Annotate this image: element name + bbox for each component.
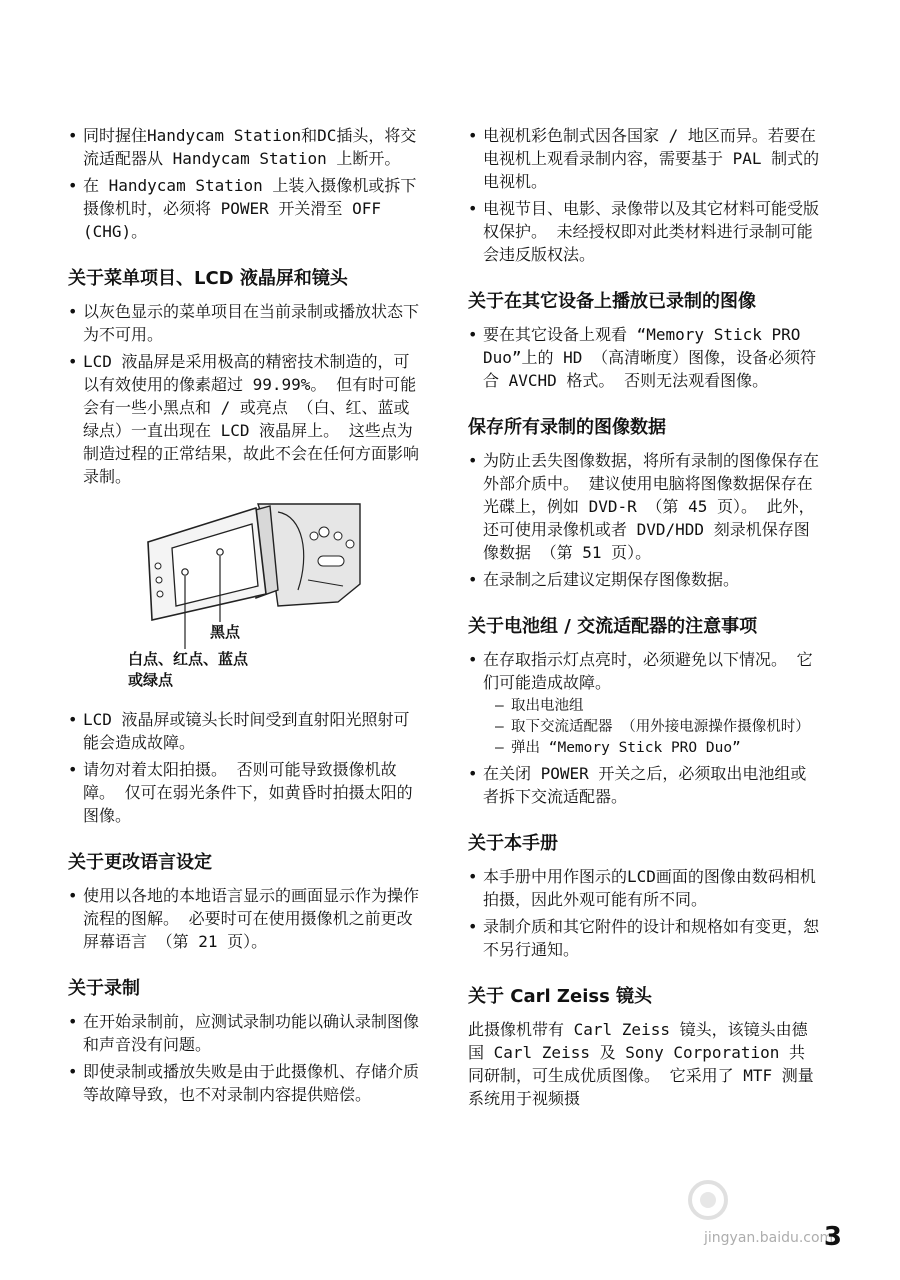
figure-label-bright-dots: 白点、红点、蓝点 [128,650,249,668]
list-item: • 即使录制或播放失败是由于此摄像机、存储介质等故障导致，也不对录制内容提供赔偿。 [68,1060,420,1106]
list-item: • 使用以各地的本地语言显示的画面显示作为操作流程的图解。 必要时可在使用摄像机之前更改屏幕语言 （第 21 页）。 [68,884,420,953]
figure-label-bright-dots-cont: 或绿点 [128,671,174,689]
black-dot-marker [217,549,223,555]
list-item: • 电视机彩色制式因各国家 / 地区而异。若要在电视机上观看录制内容，需要基于 PAL 制式的电视机。 [468,124,820,193]
page-number: 3 [823,1222,842,1252]
section-heading-recording: 关于录制 [68,978,140,999]
sub-list-item: – 取出电池组 [495,696,820,716]
list-item: • 在关闭 POWER 开关之后，必须取出电池组或者拆下交流适配器。 [468,762,820,808]
list-item: • 以灰色显示的菜单项目在当前录制或播放状态下为不可用。 [68,300,420,346]
save-data-list [468,449,820,591]
manual-list [468,865,820,961]
list-item: • LCD 液晶屏或镜头长时间受到直射阳光照射可能会造成故障。 [68,708,420,754]
left-column [68,124,420,1110]
list-item: • 为防止丢失图像数据，将所有录制的图像保存在外部介质中。 建议使用电脑将图像数据保存在光碟上，例如 DVD-R （第 45 页）。 此外，还可使用录像机或者 DVD/HDD 刻录机保存图像数据 （第 51 页）。 [468,449,820,564]
section-heading-carl-zeiss: 关于 Carl Zeiss 镜头 [468,986,653,1007]
section-heading-battery-adaptor: 关于电池组 / 交流适配器的注意事项 [468,616,758,637]
lcd-sunlight-list [68,708,420,827]
list-item: • 在 Handycam Station 上装入摄像机或拆下摄像机时，必须将 POWER 开关滑至 OFF (CHG)。 [68,174,420,243]
section-heading-playback-other-devices: 关于在其它设备上播放已录制的图像 [468,291,756,312]
section-heading-manual: 关于本手册 [468,833,558,854]
battery-sub-list [495,696,820,758]
figure-label-black-dot: 黑点 [210,623,241,641]
list-item: • 请勿对着太阳拍摄。 否则可能导致摄像机故障。 仅可在弱光条件下，如黄昏时拍摄太阳的图像。 [68,758,420,827]
section-heading-language: 关于更改语言设定 [68,852,212,873]
battery-list [468,648,820,808]
list-item: • LCD 液晶屏是采用极高的精密技术制造的，可以有效使用的像素超过 99.99%。 但有时可能会有一些小黑点和 / 或亮点 （白、红、蓝或绿点）一直出现在 LCD 液晶屏上。 这些点为制造过程的正常结果，故此不会在任何方面影响录制。 [68,350,420,488]
list-item: • 在开始录制前，应测试录制功能以确认录制图像和声音没有问题。 [68,1010,420,1056]
carl-zeiss-paragraph: 此摄像机带有 Carl Zeiss 镜头，该镜头由德国 Carl Zeiss 及 Sony Corporation 共同研制，可生成优质图像。 它采用了 MTF 测量系统用于视频摄 [468,1020,814,1108]
section-heading-menu-lcd-lens: 关于菜单项目、LCD 液晶屏和镜头 [68,268,348,289]
section-heading-save-data: 保存所有录制的图像数据 [468,417,666,438]
sub-list-item: – 弹出 “Memory Stick PRO Duo” [495,738,820,758]
sub-list-item: – 取下交流适配器 （用外接电源操作摄像机时） [495,717,820,737]
recording-list [68,1010,420,1106]
list-item [468,648,820,758]
control-button [319,527,329,537]
slide-switch [318,556,344,566]
control-button [334,532,342,540]
list-item: • 电视节目、电影、录像带以及其它材料可能受版权保护。 未经授权即对此类材料进行录制可能会违反版权法。 [468,197,820,266]
watermark-text: jingyan.baidu.com [704,1230,834,1246]
list-item: • 要在其它设备上观看 “Memory Stick PRO Duo”上的 HD （高清晰度）图像，设备必须符合 AVCHD 格式。 否则无法观看图像。 [468,323,820,392]
playback-list [468,323,820,392]
list-item: • 本手册中用作图示的LCD画面的图像由数码相机拍摄，因此外观可能有所不同。 [468,865,820,911]
right-column [468,124,820,1110]
battery-bullet-text: 在存取指示灯点亮时，必须避免以下情况。 它们可能造成故障。 [483,650,813,692]
list-item: • 在录制之后建议定期保存图像数据。 [468,568,820,591]
language-list [68,884,420,953]
list-item: • 录制介质和其它附件的设计和规格如有变更，恕不另行通知。 [468,915,820,961]
list-item: • 同时握住Handycam Station和DC插头，将交流适配器从 Handycam Station 上断开。 [68,124,420,170]
lcd-screen-figure [128,494,428,694]
control-button [346,540,354,548]
left-intro-list [68,124,420,243]
right-intro-list [468,124,820,266]
control-button [310,532,318,540]
menu-lcd-list [68,300,420,488]
bright-dot-marker [182,569,188,575]
